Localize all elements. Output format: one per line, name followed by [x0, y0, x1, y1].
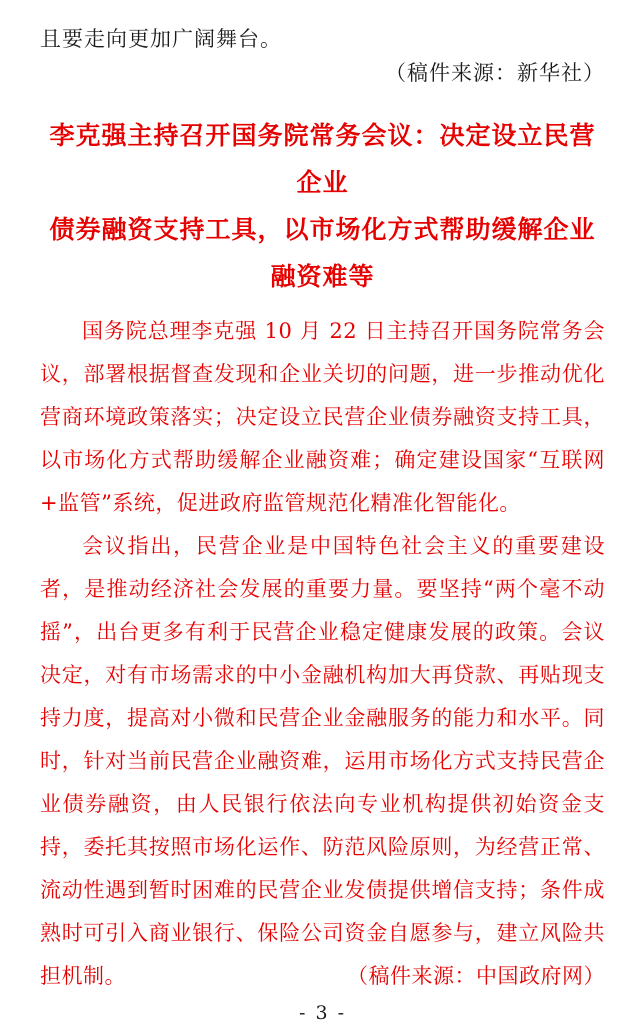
paragraph-2-line: 会议指出，民营企业是中国特色社会主义的重要建设: [82, 534, 605, 558]
paragraph-1-line: +监管”系统，促进政府监管规范化精准化智能化。: [40, 491, 521, 515]
article-title-line-3: 融资难等: [270, 262, 375, 291]
article-title-line-2: 债券融资支持工具，以市场化方式帮助缓解企业: [49, 215, 596, 244]
page-number: - 3 -: [298, 1002, 346, 1024]
article-title: [40, 112, 605, 300]
source-attribution-xinhua: （稿件来源：新华社）: [385, 61, 605, 85]
paragraph-2-line: 业债券融资，由人民银行依法向专业机构提供初始资金支: [40, 792, 605, 816]
paragraph-1-line: 以市场化方式帮助缓解企业融资难；确定建设国家“互联网: [40, 448, 605, 472]
source-attribution-gov: （稿件来源：中国政府网）: [347, 964, 605, 988]
paragraph-2-last-line: [40, 955, 605, 998]
paragraph-1-line: 议，部署根据督查发现和企业关切的问题，进一步推动优化: [40, 362, 605, 386]
paragraph-2-closing-text: 担机制。: [40, 964, 126, 988]
article-body: [40, 310, 605, 998]
paragraph-2-line: 决定，对有市场需求的中小金融机构加大再贷款、再贴现支: [40, 663, 605, 687]
paragraph-1-line: 国务院总理李克强 10 月 22 日主持召开国务院常务会: [82, 319, 605, 343]
paragraph-2-line: 者，是推动经济社会发展的重要力量。要坚持“两个毫不动: [40, 577, 605, 601]
paragraph-2-line: 时，针对当前民营企业融资难，运用市场化方式支持民营企: [40, 749, 605, 773]
paragraph-2-line: 熟时可引入商业银行、保险公司资金自愿参与，建立风险共: [40, 921, 605, 945]
paragraph-2-line: 流动性遇到暂时困难的民营企业发债提供增信支持；条件成: [40, 878, 605, 902]
paragraph-1-line: 营商环境政策落实；决定设立民营企业债券融资支持工具，: [40, 405, 605, 429]
paragraph-2-line: 持，委托其按照市场化运作、防范风险原则，为经营正常、: [40, 835, 605, 859]
paragraph-2-line: 持力度，提高对小微和民营企业金融服务的能力和水平。同: [40, 706, 605, 730]
paragraph-2-line: 摇”，出台更多有利于民营企业稳定健康发展的政策。会议: [40, 620, 605, 644]
article-title-line-1: 李克强主持召开国务院常务会议：决定设立民营企业: [49, 121, 596, 197]
previous-article-last-line: 且要走向更加广阔舞台。: [40, 27, 282, 51]
